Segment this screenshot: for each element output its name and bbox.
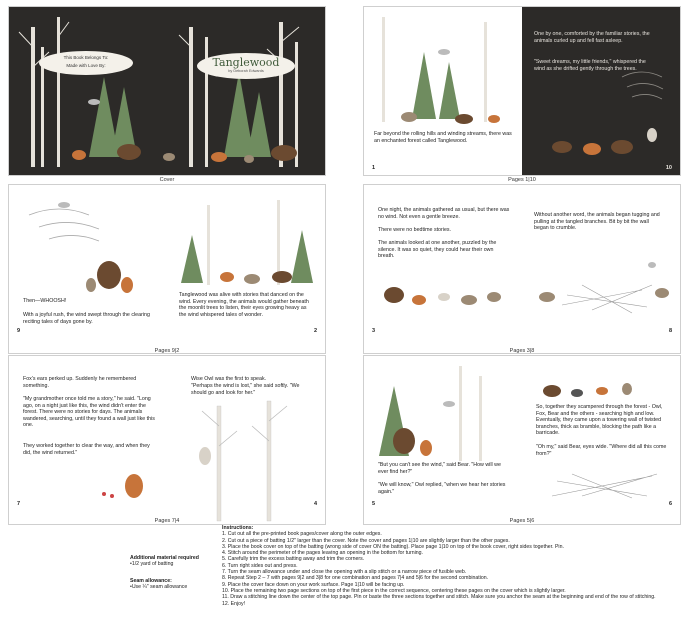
page-5-number: 5 (372, 501, 376, 507)
spread-9-2 (8, 184, 326, 354)
page-5-illustration (364, 356, 522, 524)
spread-5-6 (363, 355, 681, 525)
page-7-illustration (9, 356, 167, 524)
page-2 (167, 185, 325, 353)
cover-spread (8, 6, 326, 176)
instruction-step: 11. Draw a stitching line down the center of the top page. Pin or baste the three sections together and stitch. Make sure you anchor the seam at the beginning and end of the row of stitching. (222, 594, 656, 601)
page-3-text-2: There were no bedtime stories. (378, 227, 452, 233)
instruction-step: 5. Carefully trim the excess batting away and trim the corners. (222, 556, 365, 563)
page-6-illustration (522, 356, 680, 524)
page-3-illustration (364, 185, 522, 353)
page-7-text-1: Fox's ears perked up. Suddenly he remembered something. (23, 376, 137, 389)
page-1-illustration (364, 7, 522, 175)
page-6 (522, 356, 680, 524)
page-10-illustration (522, 7, 680, 175)
page-8 (522, 185, 680, 353)
seam-item: •Use ¼" seam allowance (130, 583, 188, 590)
page-4-text-1: Wise Owl was the first to speak. (191, 376, 267, 382)
page-8-illustration (522, 185, 680, 353)
seam-heading: Seam allowance: (130, 577, 172, 584)
cover-title-label (197, 53, 295, 79)
page-3-text-1: One night, the animals gathered as usual, but there was no wind. Not even a gentle breeze. (378, 207, 510, 220)
page-7 (9, 356, 167, 524)
page-4-text-2: "Perhaps the wind is lost," she said softly. "We should go and look for her." (191, 383, 300, 396)
materials-heading: Additional material required (130, 555, 199, 561)
page-5 (364, 356, 522, 524)
made-with-love-text: Made with Love By: (66, 63, 106, 68)
page-1-text: Far beyond the rolling hills and winding streams, there was an enchanted forest called Tanglewood. (374, 131, 512, 144)
page-1-number: 1 (372, 165, 376, 171)
page-5-text-2: "We will know," Owl replied, "when we hear her stories again." (378, 482, 506, 495)
materials-item: •1/2 yard of batting (130, 561, 174, 568)
cover-title: Tanglewood (212, 56, 280, 69)
cover-forest-illustration (9, 7, 326, 176)
instruction-step: 3. Place the book cover on top of the batting (wrong side of cover ON the batting). Place page 1|10 on top of the book cover, right sides together. Pin. (222, 543, 564, 550)
cover-caption: Cover (159, 177, 175, 183)
page-4-illustration (167, 356, 325, 524)
spread-1-10 (363, 6, 681, 176)
page-2-text: Tanglewood was alive with stories that danced on the wind. Every evening, the animals would gather beneath the moonlit trees to listen, their eyes growing heavy as the wind whispered tales of wonder. (179, 292, 309, 318)
spread-3-8-caption: Pages 3|8 (509, 348, 535, 354)
page-9 (9, 185, 167, 353)
page-10-text-1: One by one, comforted by the familiar stories, the animals curled up and fell fast asleep. (534, 31, 650, 44)
materials-section (130, 555, 220, 590)
page-10 (522, 7, 680, 175)
page-9-text-1: Then—WHOOSH! (23, 298, 67, 304)
page-4 (167, 356, 325, 524)
spread-3-8 (363, 184, 681, 354)
page-2-number: 2 (313, 328, 317, 334)
spread-9-2-caption: Pages 9|2 (154, 348, 180, 354)
page-3 (364, 185, 522, 353)
instruction-step: 10. Place the remaining two page sections on top of the first piece in the correct sequence, centering these pages on the cover which is slightly larger. (222, 587, 566, 594)
instruction-step: 4. Stitch around the perimeter of the pages leaving an opening in the bottom for turning. (222, 550, 424, 557)
page-6-text-2: "Oh my," said Bear, eyes wide. "Where did all this come from?" (536, 444, 667, 457)
spread-1-10-caption: Pages 1|10 (508, 177, 536, 183)
page-5-text-1: "But you can't see the wind," said Bear. "How will we ever find her?" (378, 462, 501, 475)
page-6-text-1: So, together they scampered through the forest - Owl, Fox, Bear and the others - searching high and low. Eventually, they came upon a towering wall of twisted branches, thick as bramble, blocking the path like a barricade. (536, 404, 663, 437)
cover-name-label (39, 51, 133, 75)
page-2-illustration (167, 185, 325, 353)
page-1 (364, 7, 522, 175)
instruction-step: 8. Repeat Step 2 – 7 with pages 9|2 and 3|8 for one combination and pages 7|4 and 5|6 for the second combination. (222, 575, 489, 582)
instruction-step: 12. Enjoy! (222, 600, 246, 607)
page-9-number: 9 (17, 328, 21, 334)
page-3-text-3: The animals looked at one another, puzzled by the silence. It was so quiet, they could hear their own breath. (378, 240, 497, 260)
page-4-number: 4 (313, 501, 317, 507)
spread-7-4-caption: Pages 7|4 (154, 518, 180, 524)
book-belongs-text: This Book Belongs To: (63, 55, 109, 60)
page-10-text-2: "Sweet dreams, my little friends," whispered the wind as she drifted gently through the trees. (534, 59, 646, 72)
page-9-illustration (9, 185, 167, 353)
spread-7-4 (8, 355, 326, 525)
page-7-text-3: They worked together to clear the way, and when they did, the wind returned." (23, 443, 150, 456)
page-3-number: 3 (372, 328, 376, 334)
instruction-step: 7. Turn the seam allowance under and close the opening with a slip stitch or a narrow piece of fusible web. (222, 569, 467, 576)
instructions-heading: Instructions: (222, 525, 254, 531)
page-8-text: Without another word, the animals began tugging and pulling at the tangled branches. Bit by bit the wall began to crumble. (534, 212, 660, 232)
page-8-number: 8 (668, 328, 672, 334)
instruction-step: 1. Cut out all the pre-printed book pages/cover along the outer edges. (222, 531, 382, 538)
instruction-step: 6. Turn right sides out and press. (222, 562, 298, 569)
page-6-number: 6 (668, 501, 672, 507)
instructions-section (222, 525, 687, 607)
page-7-number: 7 (17, 501, 21, 507)
page-7-text-2: "My grandmother once told me a story," he said. "Long ago, on a night just like this, the wind didn't enter the forest. There were no stories for days. The animals wandered, searching, until they found a wall just like this one. (23, 396, 155, 429)
page-10-number: 10 (665, 165, 672, 171)
spread-5-6-caption: Pages 5|6 (509, 518, 535, 524)
instruction-step: 2. Cut out a piece of batting 1/2" larger than the cover. Note the cover and pages 1|10 are slightly larger than the other pages. (222, 537, 510, 544)
cover-author: by Deborah Edwards (228, 69, 264, 73)
instruction-step: 9. Place the cover face down on your work surface. Page 1|10 will be facing up. (222, 581, 405, 588)
page-9-text-2: With a joyful rush, the wind swept through the clearing reciting tales of days gone by. (23, 312, 150, 325)
